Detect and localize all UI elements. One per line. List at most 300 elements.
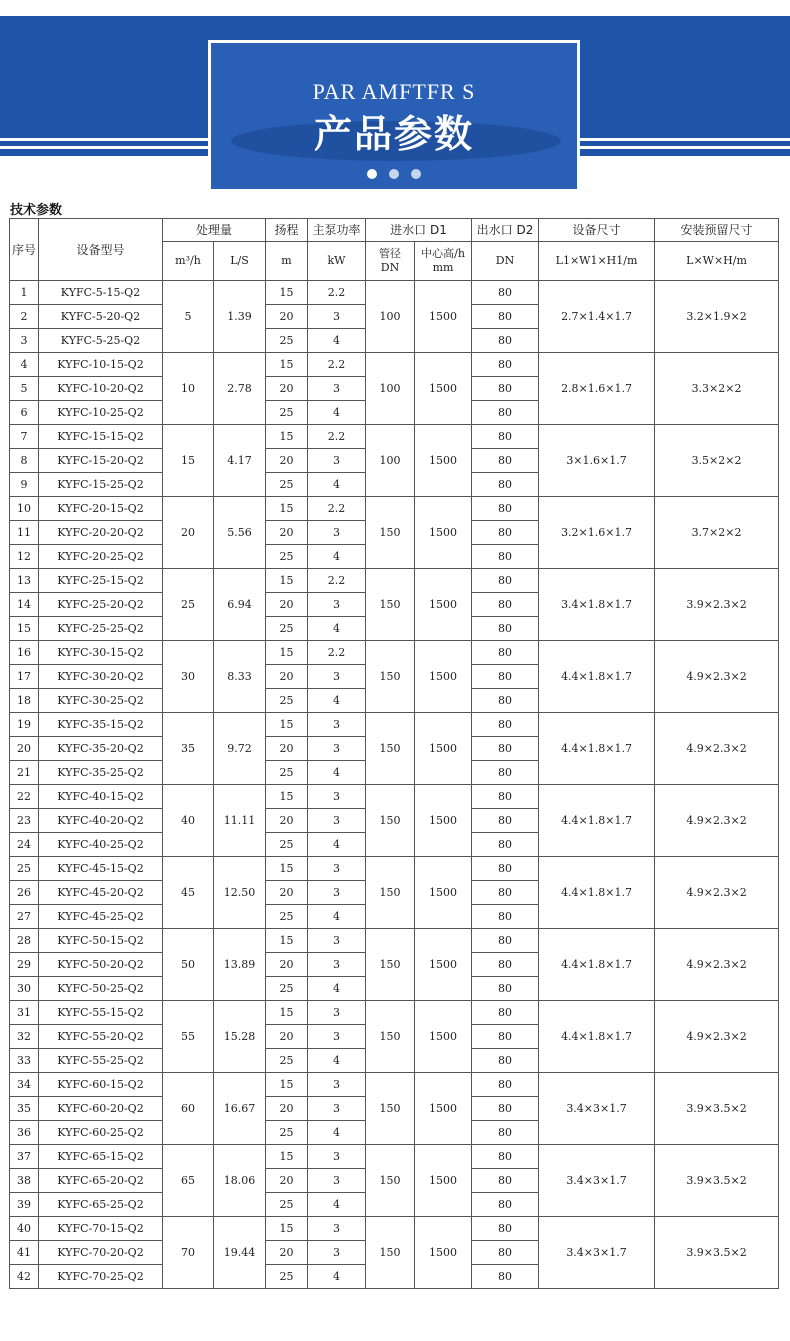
cell-model: KYFC-40-25-Q2	[39, 833, 163, 857]
cell-reserve: 3.9×3.5×2	[655, 1217, 779, 1289]
title-english: PAR AMFTFR S	[312, 79, 476, 104]
cell-model: KYFC-25-15-Q2	[39, 569, 163, 593]
title-panel	[208, 40, 580, 192]
header-inlet: 进水口 D1	[366, 219, 472, 242]
cell-head: 25	[266, 833, 308, 857]
cell-center-height: 1500	[415, 641, 472, 713]
cell-power: 3	[308, 785, 366, 809]
cell-power: 3	[308, 1073, 366, 1097]
cell-reserve: 4.9×2.3×2	[655, 641, 779, 713]
header-head: 扬程	[266, 219, 308, 242]
cell-capacity-ls: 6.94	[214, 569, 266, 641]
cell-seq: 41	[10, 1241, 39, 1265]
cell-head: 15	[266, 641, 308, 665]
header-power: 主泵功率	[308, 219, 366, 242]
cell-capacity-ls: 4.17	[214, 425, 266, 497]
table-row	[10, 1145, 779, 1169]
cell-size: 4.4×1.8×1.7	[539, 929, 655, 1001]
cell-seq: 26	[10, 881, 39, 905]
cell-power: 4	[308, 1265, 366, 1289]
cell-center-height: 1500	[415, 713, 472, 785]
cell-head: 15	[266, 1073, 308, 1097]
dot-icon	[389, 169, 399, 179]
cell-head: 20	[266, 665, 308, 689]
cell-inlet-dn: 100	[366, 281, 415, 353]
cell-capacity-m3h: 40	[163, 785, 214, 857]
cell-power: 4	[308, 1193, 366, 1217]
cell-model: KYFC-50-20-Q2	[39, 953, 163, 977]
cell-power: 4	[308, 617, 366, 641]
cell-capacity-ls: 1.39	[214, 281, 266, 353]
cell-seq: 29	[10, 953, 39, 977]
cell-size: 3.4×3×1.7	[539, 1145, 655, 1217]
cell-size: 2.8×1.6×1.7	[539, 353, 655, 425]
cell-power: 3	[308, 737, 366, 761]
cell-outlet-dn: 80	[472, 1001, 539, 1025]
cell-model: KYFC-60-20-Q2	[39, 1097, 163, 1121]
cell-power: 2.2	[308, 641, 366, 665]
unit-size: L1×W1×H1/m	[539, 242, 655, 281]
unit-kw: kW	[308, 242, 366, 281]
cell-seq: 6	[10, 401, 39, 425]
cell-outlet-dn: 80	[472, 689, 539, 713]
cell-head: 25	[266, 977, 308, 1001]
cell-reserve: 4.9×2.3×2	[655, 785, 779, 857]
cell-head: 15	[266, 569, 308, 593]
cell-size: 2.7×1.4×1.7	[539, 281, 655, 353]
cell-center-height: 1500	[415, 929, 472, 1001]
cell-outlet-dn: 80	[472, 401, 539, 425]
table-row	[10, 425, 779, 449]
cell-capacity-ls: 12.50	[214, 857, 266, 929]
cell-power: 3	[308, 929, 366, 953]
cell-head: 15	[266, 1217, 308, 1241]
cell-seq: 27	[10, 905, 39, 929]
cell-outlet-dn: 80	[472, 1265, 539, 1289]
dot-icon	[411, 169, 421, 179]
cell-outlet-dn: 80	[472, 329, 539, 353]
cell-power: 3	[308, 1001, 366, 1025]
cell-seq: 42	[10, 1265, 39, 1289]
table-row	[10, 281, 779, 305]
cell-model: KYFC-5-20-Q2	[39, 305, 163, 329]
cell-head: 20	[266, 521, 308, 545]
cell-model: KYFC-35-15-Q2	[39, 713, 163, 737]
cell-outlet-dn: 80	[472, 953, 539, 977]
cell-reserve: 4.9×2.3×2	[655, 1001, 779, 1073]
cell-power: 4	[308, 1121, 366, 1145]
cell-head: 20	[266, 737, 308, 761]
pagination-dots	[211, 169, 577, 179]
cell-outlet-dn: 80	[472, 785, 539, 809]
cell-outlet-dn: 80	[472, 593, 539, 617]
cell-center-height: 1500	[415, 281, 472, 353]
unit-center-height: 中心高/h mm	[415, 242, 472, 281]
cell-inlet-dn: 150	[366, 569, 415, 641]
cell-outlet-dn: 80	[472, 377, 539, 401]
cell-model: KYFC-30-15-Q2	[39, 641, 163, 665]
header-reserve: 安装预留尺寸	[655, 219, 779, 242]
table-row	[10, 785, 779, 809]
cell-size: 3.4×3×1.7	[539, 1217, 655, 1289]
cell-model: KYFC-10-15-Q2	[39, 353, 163, 377]
cell-capacity-m3h: 35	[163, 713, 214, 785]
cell-seq: 25	[10, 857, 39, 881]
cell-power: 4	[308, 401, 366, 425]
cell-power: 3	[308, 521, 366, 545]
cell-seq: 1	[10, 281, 39, 305]
cell-reserve: 3.9×3.5×2	[655, 1073, 779, 1145]
cell-seq: 23	[10, 809, 39, 833]
cell-outlet-dn: 80	[472, 545, 539, 569]
cell-outlet-dn: 80	[472, 305, 539, 329]
cell-seq: 33	[10, 1049, 39, 1073]
cell-capacity-ls: 5.56	[214, 497, 266, 569]
cell-power: 4	[308, 833, 366, 857]
cell-head: 15	[266, 425, 308, 449]
cell-seq: 4	[10, 353, 39, 377]
cell-model: KYFC-45-15-Q2	[39, 857, 163, 881]
cell-size: 4.4×1.8×1.7	[539, 857, 655, 929]
cell-head: 25	[266, 401, 308, 425]
parameters-table	[9, 218, 779, 1289]
cell-head: 15	[266, 929, 308, 953]
cell-model: KYFC-65-15-Q2	[39, 1145, 163, 1169]
cell-head: 20	[266, 593, 308, 617]
cell-model: KYFC-30-25-Q2	[39, 689, 163, 713]
cell-capacity-m3h: 10	[163, 353, 214, 425]
cell-head: 20	[266, 305, 308, 329]
unit-m: m	[266, 242, 308, 281]
table-row	[10, 353, 779, 377]
cell-inlet-dn: 100	[366, 425, 415, 497]
cell-seq: 16	[10, 641, 39, 665]
cell-power: 4	[308, 473, 366, 497]
cell-model: KYFC-20-20-Q2	[39, 521, 163, 545]
cell-seq: 38	[10, 1169, 39, 1193]
cell-outlet-dn: 80	[472, 449, 539, 473]
cell-model: KYFC-15-15-Q2	[39, 425, 163, 449]
cell-head: 25	[266, 761, 308, 785]
cell-head: 15	[266, 713, 308, 737]
cell-outlet-dn: 80	[472, 425, 539, 449]
header-outlet: 出水口 D2	[472, 219, 539, 242]
cell-model: KYFC-55-15-Q2	[39, 1001, 163, 1025]
cell-head: 25	[266, 545, 308, 569]
cell-head: 25	[266, 905, 308, 929]
cell-model: KYFC-25-25-Q2	[39, 617, 163, 641]
cell-head: 15	[266, 281, 308, 305]
cell-model: KYFC-15-20-Q2	[39, 449, 163, 473]
cell-model: KYFC-70-15-Q2	[39, 1217, 163, 1241]
cell-capacity-m3h: 5	[163, 281, 214, 353]
cell-outlet-dn: 80	[472, 1049, 539, 1073]
cell-outlet-dn: 80	[472, 713, 539, 737]
cell-power: 2.2	[308, 353, 366, 377]
cell-reserve: 4.9×2.3×2	[655, 857, 779, 929]
cell-center-height: 1500	[415, 1001, 472, 1073]
cell-center-height: 1500	[415, 353, 472, 425]
cell-capacity-ls: 13.89	[214, 929, 266, 1001]
cell-capacity-m3h: 15	[163, 425, 214, 497]
cell-inlet-dn: 150	[366, 857, 415, 929]
cell-model: KYFC-15-25-Q2	[39, 473, 163, 497]
cell-center-height: 1500	[415, 425, 472, 497]
cell-model: KYFC-55-25-Q2	[39, 1049, 163, 1073]
cell-outlet-dn: 80	[472, 1217, 539, 1241]
cell-seq: 21	[10, 761, 39, 785]
cell-head: 25	[266, 689, 308, 713]
cell-model: KYFC-5-15-Q2	[39, 281, 163, 305]
cell-center-height: 1500	[415, 497, 472, 569]
unit-reserve: L×W×H/m	[655, 242, 779, 281]
cell-power: 3	[308, 1217, 366, 1241]
cell-outlet-dn: 80	[472, 473, 539, 497]
cell-power: 4	[308, 1049, 366, 1073]
cell-power: 4	[308, 689, 366, 713]
cell-seq: 3	[10, 329, 39, 353]
cell-head: 25	[266, 617, 308, 641]
cell-head: 25	[266, 1193, 308, 1217]
cell-size: 3.4×1.8×1.7	[539, 569, 655, 641]
cell-size: 4.4×1.8×1.7	[539, 1001, 655, 1073]
cell-head: 15	[266, 353, 308, 377]
cell-seq: 11	[10, 521, 39, 545]
cell-power: 3	[308, 809, 366, 833]
cell-head: 15	[266, 1145, 308, 1169]
cell-model: KYFC-50-25-Q2	[39, 977, 163, 1001]
cell-capacity-m3h: 70	[163, 1217, 214, 1289]
cell-power: 4	[308, 761, 366, 785]
cell-seq: 40	[10, 1217, 39, 1241]
cell-model: KYFC-40-15-Q2	[39, 785, 163, 809]
cell-capacity-m3h: 25	[163, 569, 214, 641]
cell-power: 4	[308, 329, 366, 353]
cell-power: 3	[308, 377, 366, 401]
cell-outlet-dn: 80	[472, 737, 539, 761]
cell-outlet-dn: 80	[472, 497, 539, 521]
cell-seq: 32	[10, 1025, 39, 1049]
cell-seq: 2	[10, 305, 39, 329]
cell-outlet-dn: 80	[472, 641, 539, 665]
cell-outlet-dn: 80	[472, 977, 539, 1001]
cell-capacity-m3h: 65	[163, 1145, 214, 1217]
cell-reserve: 3.5×2×2	[655, 425, 779, 497]
cell-power: 3	[308, 449, 366, 473]
cell-outlet-dn: 80	[472, 617, 539, 641]
unit-ls: L/S	[214, 242, 266, 281]
cell-seq: 37	[10, 1145, 39, 1169]
cell-size: 4.4×1.8×1.7	[539, 785, 655, 857]
cell-head: 25	[266, 1121, 308, 1145]
cell-outlet-dn: 80	[472, 1097, 539, 1121]
cell-capacity-ls: 8.33	[214, 641, 266, 713]
cell-head: 20	[266, 881, 308, 905]
cell-reserve: 3.9×2.3×2	[655, 569, 779, 641]
cell-capacity-m3h: 55	[163, 1001, 214, 1073]
cell-power: 2.2	[308, 497, 366, 521]
cell-seq: 22	[10, 785, 39, 809]
cell-model: KYFC-70-25-Q2	[39, 1265, 163, 1289]
cell-outlet-dn: 80	[472, 1073, 539, 1097]
cell-power: 2.2	[308, 281, 366, 305]
cell-inlet-dn: 150	[366, 1217, 415, 1289]
cell-capacity-m3h: 50	[163, 929, 214, 1001]
cell-model: KYFC-5-25-Q2	[39, 329, 163, 353]
cell-outlet-dn: 80	[472, 857, 539, 881]
cell-outlet-dn: 80	[472, 353, 539, 377]
cell-outlet-dn: 80	[472, 1145, 539, 1169]
cell-model: KYFC-20-25-Q2	[39, 545, 163, 569]
cell-model: KYFC-25-20-Q2	[39, 593, 163, 617]
cell-model: KYFC-45-25-Q2	[39, 905, 163, 929]
cell-head: 25	[266, 1265, 308, 1289]
cell-outlet-dn: 80	[472, 281, 539, 305]
cell-model: KYFC-45-20-Q2	[39, 881, 163, 905]
cell-inlet-dn: 150	[366, 497, 415, 569]
cell-power: 3	[308, 713, 366, 737]
cell-seq: 14	[10, 593, 39, 617]
cell-seq: 36	[10, 1121, 39, 1145]
cell-seq: 18	[10, 689, 39, 713]
cell-size: 3×1.6×1.7	[539, 425, 655, 497]
cell-capacity-ls: 9.72	[214, 713, 266, 785]
cell-capacity-m3h: 30	[163, 641, 214, 713]
cell-model: KYFC-70-20-Q2	[39, 1241, 163, 1265]
cell-outlet-dn: 80	[472, 1121, 539, 1145]
cell-power: 3	[308, 1241, 366, 1265]
cell-model: KYFC-50-15-Q2	[39, 929, 163, 953]
table-row	[10, 713, 779, 737]
cell-size: 4.4×1.8×1.7	[539, 713, 655, 785]
cell-seq: 5	[10, 377, 39, 401]
cell-model: KYFC-40-20-Q2	[39, 809, 163, 833]
cell-head: 20	[266, 377, 308, 401]
table-row	[10, 1217, 779, 1241]
cell-outlet-dn: 80	[472, 881, 539, 905]
cell-outlet-dn: 80	[472, 1193, 539, 1217]
unit-m3h: m³/h	[163, 242, 214, 281]
cell-power: 3	[308, 1169, 366, 1193]
cell-power: 3	[308, 1025, 366, 1049]
cell-outlet-dn: 80	[472, 1241, 539, 1265]
table-row	[10, 497, 779, 521]
cell-reserve: 4.9×2.3×2	[655, 929, 779, 1001]
cell-head: 20	[266, 1097, 308, 1121]
cell-head: 20	[266, 449, 308, 473]
cell-outlet-dn: 80	[472, 1025, 539, 1049]
header-capacity: 处理量	[163, 219, 266, 242]
cell-seq: 19	[10, 713, 39, 737]
header-seq: 序号	[10, 219, 39, 281]
cell-model: KYFC-35-25-Q2	[39, 761, 163, 785]
cell-center-height: 1500	[415, 1073, 472, 1145]
table-row	[10, 1001, 779, 1025]
cell-reserve: 3.9×3.5×2	[655, 1145, 779, 1217]
cell-outlet-dn: 80	[472, 1169, 539, 1193]
cell-capacity-ls: 2.78	[214, 353, 266, 425]
cell-outlet-dn: 80	[472, 929, 539, 953]
unit-outlet-dn: DN	[472, 242, 539, 281]
cell-power: 4	[308, 905, 366, 929]
cell-head: 25	[266, 473, 308, 497]
cell-capacity-ls: 15.28	[214, 1001, 266, 1073]
dot-icon	[367, 169, 377, 179]
cell-power: 3	[308, 881, 366, 905]
cell-seq: 20	[10, 737, 39, 761]
cell-seq: 15	[10, 617, 39, 641]
cell-inlet-dn: 150	[366, 641, 415, 713]
cell-seq: 39	[10, 1193, 39, 1217]
cell-outlet-dn: 80	[472, 665, 539, 689]
header-size: 设备尺寸	[539, 219, 655, 242]
unit-pipe-dn: 管径 DN	[366, 242, 415, 281]
cell-head: 25	[266, 1049, 308, 1073]
cell-seq: 30	[10, 977, 39, 1001]
cell-head: 25	[266, 329, 308, 353]
cell-capacity-m3h: 45	[163, 857, 214, 929]
table-row	[10, 641, 779, 665]
cell-outlet-dn: 80	[472, 833, 539, 857]
cell-seq: 35	[10, 1097, 39, 1121]
cell-inlet-dn: 150	[366, 785, 415, 857]
cell-center-height: 1500	[415, 569, 472, 641]
cell-power: 2.2	[308, 425, 366, 449]
cell-model: KYFC-60-25-Q2	[39, 1121, 163, 1145]
cell-model: KYFC-10-25-Q2	[39, 401, 163, 425]
cell-seq: 31	[10, 1001, 39, 1025]
cell-outlet-dn: 80	[472, 761, 539, 785]
cell-head: 15	[266, 785, 308, 809]
cell-model: KYFC-55-20-Q2	[39, 1025, 163, 1049]
cell-seq: 17	[10, 665, 39, 689]
cell-inlet-dn: 150	[366, 1145, 415, 1217]
cell-model: KYFC-35-20-Q2	[39, 737, 163, 761]
table-row	[10, 1073, 779, 1097]
cell-inlet-dn: 100	[366, 353, 415, 425]
cell-reserve: 3.2×1.9×2	[655, 281, 779, 353]
cell-power: 3	[308, 305, 366, 329]
cell-power: 3	[308, 857, 366, 881]
cell-power: 3	[308, 1145, 366, 1169]
cell-seq: 12	[10, 545, 39, 569]
cell-model: KYFC-30-20-Q2	[39, 665, 163, 689]
cell-seq: 24	[10, 833, 39, 857]
cell-power: 3	[308, 953, 366, 977]
table-row	[10, 857, 779, 881]
cell-power: 3	[308, 1097, 366, 1121]
table-body	[10, 281, 779, 1289]
cell-center-height: 1500	[415, 785, 472, 857]
cell-power: 4	[308, 977, 366, 1001]
cell-capacity-ls: 16.67	[214, 1073, 266, 1145]
section-title: 技术参数	[10, 203, 63, 218]
cell-head: 20	[266, 1241, 308, 1265]
cell-center-height: 1500	[415, 857, 472, 929]
cell-head: 15	[266, 1001, 308, 1025]
cell-model: KYFC-65-25-Q2	[39, 1193, 163, 1217]
cell-model: KYFC-10-20-Q2	[39, 377, 163, 401]
cell-outlet-dn: 80	[472, 521, 539, 545]
table-row	[10, 929, 779, 953]
cell-seq: 34	[10, 1073, 39, 1097]
table-row	[10, 569, 779, 593]
cell-inlet-dn: 150	[366, 1001, 415, 1073]
cell-capacity-ls: 18.06	[214, 1145, 266, 1217]
cell-outlet-dn: 80	[472, 569, 539, 593]
cell-capacity-ls: 11.11	[214, 785, 266, 857]
cell-power: 3	[308, 593, 366, 617]
